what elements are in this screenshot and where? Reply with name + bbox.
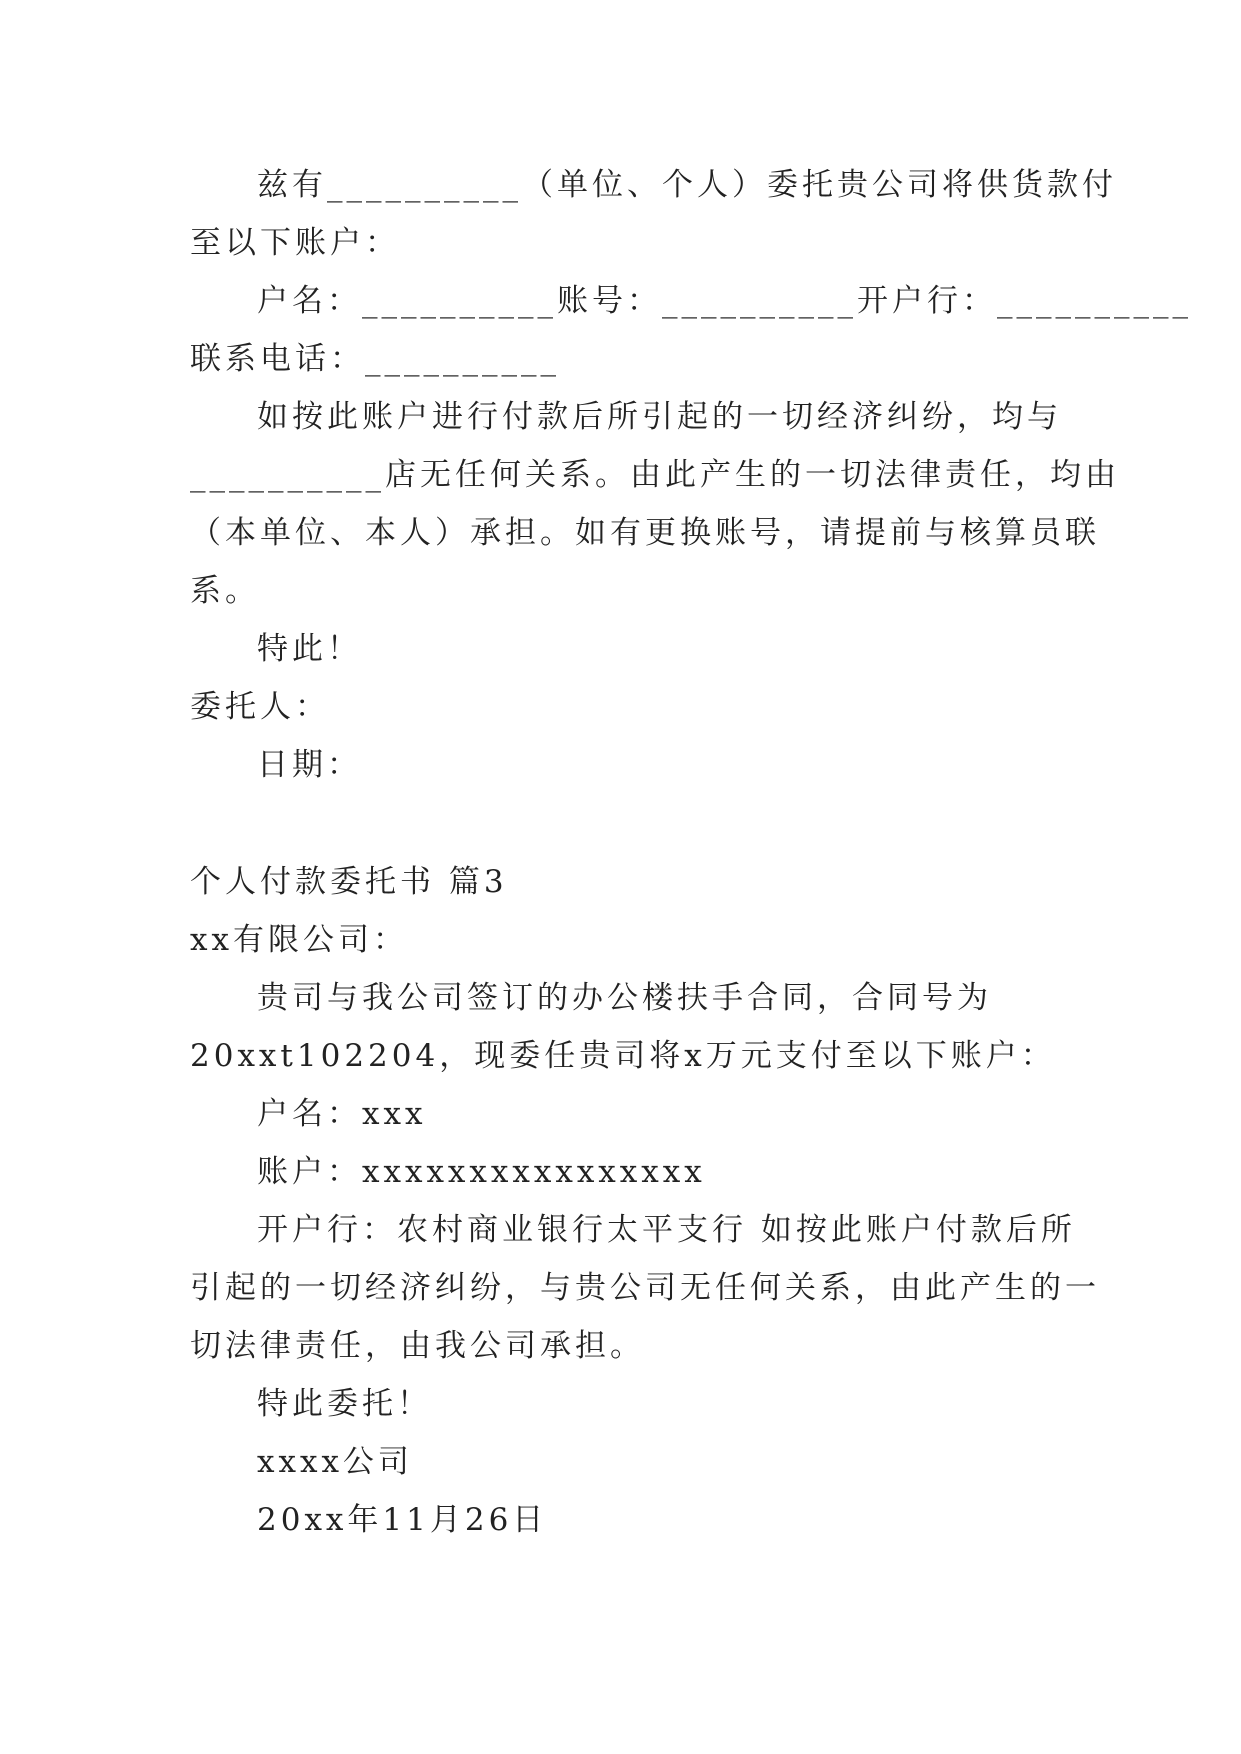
s2-date: 20xx年11月26日 xyxy=(257,1502,548,1538)
s2-company: xxxx公司 xyxy=(257,1444,413,1480)
s2-paragraph-line-2: 20xxt102204，现委任贵司将x万元支付至以下账户： xyxy=(190,1038,1056,1074)
s1-account-fields: 户名：__________账号：__________开户行：__________ xyxy=(257,283,1192,319)
s1-line-5: 如按此账户进行付款后所引起的一切经济纠纷，均与 xyxy=(257,399,1062,435)
s1-line-1: 兹有__________（单位、个人）委托贵公司将供货款付 xyxy=(257,167,1117,203)
s2-bank-line-1: 开户行：农村商业银行太平支行 如按此账户付款后所 xyxy=(257,1212,1076,1248)
s1-line-6: __________店无任何关系。由此产生的一切法律责任，均由 xyxy=(190,457,1120,493)
s2-account-name: 户名：xxx xyxy=(257,1096,427,1132)
s1-line-2: 至以下账户： xyxy=(190,225,400,261)
s2-bank-line-3: 切法律责任，由我公司承担。 xyxy=(190,1328,645,1364)
s1-date-label: 日期： xyxy=(257,747,362,783)
s1-principal-label: 委托人： xyxy=(190,689,330,725)
s1-phone-field: 联系电话：__________ xyxy=(190,341,560,377)
s1-line-7: （本单位、本人）承担。如有更换账号，请提前与核算员联 xyxy=(190,515,1100,551)
section-title: 个人付款委托书 篇3 xyxy=(190,864,508,900)
s2-account-number: 账户：xxxxxxxxxxxxxxxx xyxy=(257,1154,706,1190)
s2-closing: 特此委托！ xyxy=(257,1386,432,1422)
addressee: xx有限公司： xyxy=(190,922,408,958)
s2-paragraph-line-1: 贵司与我公司签订的办公楼扶手合同，合同号为 xyxy=(257,980,992,1016)
s2-bank-line-2: 引起的一切经济纠纷，与贵公司无任何关系，由此产生的一 xyxy=(190,1270,1100,1306)
s1-line-8: 系。 xyxy=(190,573,260,609)
s1-closing: 特此！ xyxy=(257,631,362,667)
